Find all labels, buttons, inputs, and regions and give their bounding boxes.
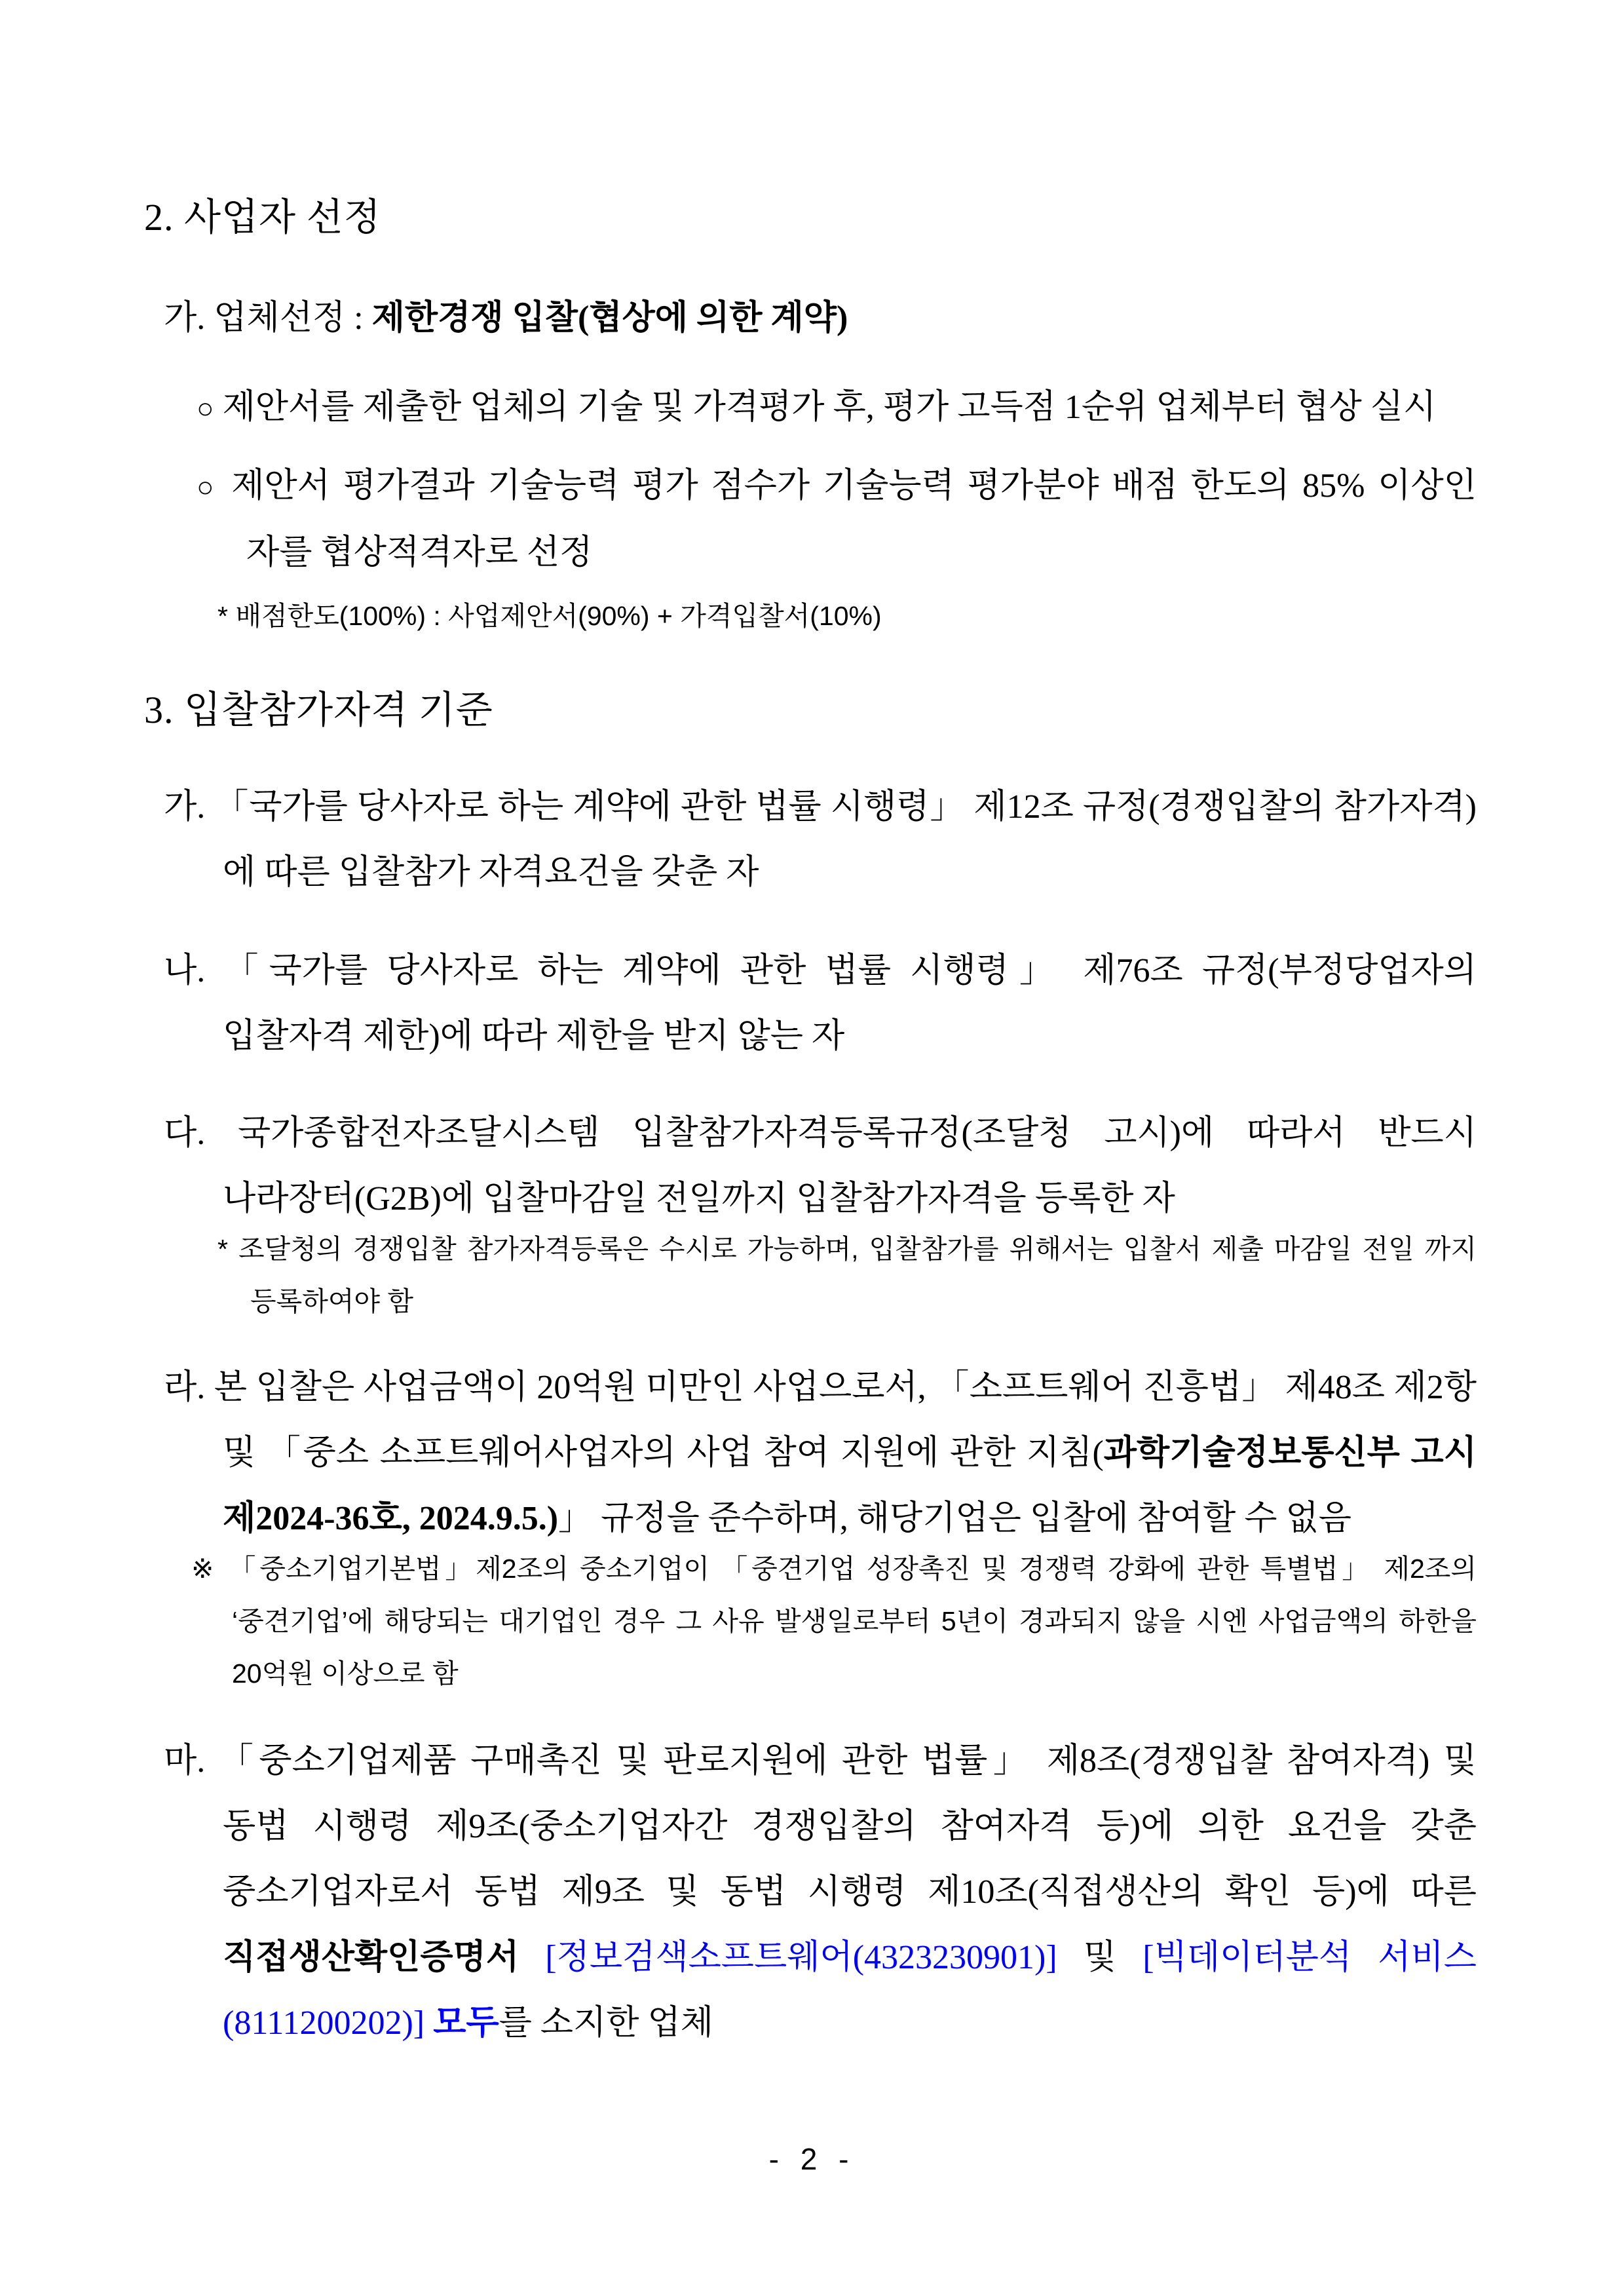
item-text: 「중소기업제품 구매촉진 및 판로지원에 관한 법률」 제8조(경쟁입찰 참여자격) 및 동법 시행령 제9조(중소기업자간 경쟁입찰의 참여자격 등)에 의한 요건을 갖춘 중소기업자로서 동법 제9조 및 동법 시행령 제10조(직접생산의 확인 등)에 따른 bbox=[219, 1742, 1477, 1911]
item-marker: 라. bbox=[164, 1369, 206, 1406]
bullet-qualification-threshold bbox=[197, 453, 1477, 586]
item-text-bold: 과학기술정보통신부 고시 제2024-36호, 2024.9.5.) bbox=[223, 1434, 1477, 1537]
item-na-eligibility bbox=[164, 938, 1477, 1069]
item-text: 「국가를 당사자로 하는 계약에 관한 법률 시행령」 제12조 규정(경쟁입찰의 참가자격)에 따른 입찰참가 자격요건을 갖춘 자 bbox=[214, 788, 1477, 891]
circle-bullet-icon: ○ bbox=[197, 392, 214, 425]
item-marker: 가. bbox=[164, 299, 206, 337]
note-da-registration bbox=[217, 1223, 1477, 1328]
item-ma-direct-production-certificate bbox=[164, 1729, 1477, 2056]
note-ra-mid-sized-enterprise bbox=[191, 1542, 1477, 1700]
reference-marker: ※ bbox=[191, 1554, 218, 1584]
item-text: 국가종합전자조달시스템 입찰참가자격등록규정(조달청 고시)에 따라서 반드시 나라장터(G2B)에 입찰마감일 전일까지 입찰참가자격을 등록한 자 bbox=[223, 1115, 1477, 1217]
item-marker: 마. bbox=[164, 1742, 206, 1780]
item-text: 를 소지한 업체 bbox=[499, 2004, 713, 2042]
note-text: 「중소기업기본법」제2조의 중소기업이 「중견기업 성장촉진 및 경쟁력 강화에 관한 특별법」 제2조의 ‘중견기업’에 해당되는 대기업인 경우 그 사유 발생일로부터 5년이 경과되지 않을 시엔 사업금액의 하한을 20억원 이상으로 함 bbox=[229, 1554, 1477, 1689]
certificate-code-info-search-software: [정보검색소프트웨어(4323230901)] bbox=[545, 1939, 1057, 1976]
bullet-evaluation-order bbox=[197, 375, 1477, 442]
item-text-blue-bold: 모두 bbox=[433, 2004, 499, 2042]
circle-bullet-icon: ○ bbox=[197, 471, 219, 503]
note-text: 조달청의 경쟁입찰 참가자격등록은 수시로 가능하며, 입찰참가를 위해서는 입찰서 제출 마감일 전일 까지 등록하여야 함 bbox=[238, 1234, 1477, 1316]
bullet-text: 제안서 평가결과 기술능력 평가 점수가 기술능력 평가분야 배점 한도의 85% 이상인 자를 협상적격자로 선정 bbox=[231, 467, 1477, 571]
section-2-heading: 2. 사업자 선정 bbox=[144, 196, 381, 239]
item-marker: 나. bbox=[164, 952, 206, 989]
asterisk-marker: * bbox=[217, 601, 228, 631]
note-score-limit bbox=[217, 590, 1477, 642]
section-3-heading: 3. 입찰참가자격 기준 bbox=[144, 689, 493, 731]
item-marker: 가. bbox=[164, 788, 206, 826]
item-text-bold: 제한경쟁 입찰(협상에 의한 계약) bbox=[371, 299, 848, 337]
item-text bbox=[519, 1939, 545, 1976]
item-ra-software-promotion-act bbox=[164, 1355, 1477, 1552]
item-text: 및 bbox=[1057, 1939, 1143, 1976]
item-ga-eligibility bbox=[164, 775, 1477, 906]
item-text: 업체선정 : bbox=[214, 299, 372, 337]
item-text: 본 입찰은 사업금액이 20억원 미만인 사업으로서, 「소프트웨어 진흥법」 제48조 제2항 및 「중소 소프트웨어사업자의 사업 참여 지원에 관한 지침( bbox=[214, 1369, 1477, 1472]
item-text-bold: 직접생산확인증명서 bbox=[223, 1939, 519, 1976]
asterisk-marker: * bbox=[217, 1234, 228, 1264]
item-marker: 다. bbox=[164, 1115, 206, 1152]
item-text bbox=[425, 2004, 433, 2042]
page-number: - 2 - bbox=[768, 2142, 856, 2176]
item-da-g2b-registration bbox=[164, 1101, 1477, 1232]
item-ga-vendor-selection bbox=[164, 286, 1477, 351]
item-text: 「국가를 당사자로 하는 계약에 관한 법률 시행령」 제76조 규정(부정당업자의 입찰자격 제한)에 따라 제한을 받지 않는 자 bbox=[223, 952, 1477, 1055]
item-text: 」 규정을 준수하며, 해당기업은 입찰에 참여할 수 없음 bbox=[558, 1500, 1351, 1537]
bullet-text: 제안서를 제출한 업체의 기술 및 가격평가 후, 평가 고득점 1순위 업체부터 협상 실시 bbox=[222, 389, 1437, 426]
certificate-code-bigdata-analysis-service: [빅데이터분석 서비스(8111200202)] bbox=[223, 1939, 1477, 2042]
note-text: 배점한도(100%) : 사업제안서(90%) + 가격입찰서(10%) bbox=[235, 601, 882, 631]
